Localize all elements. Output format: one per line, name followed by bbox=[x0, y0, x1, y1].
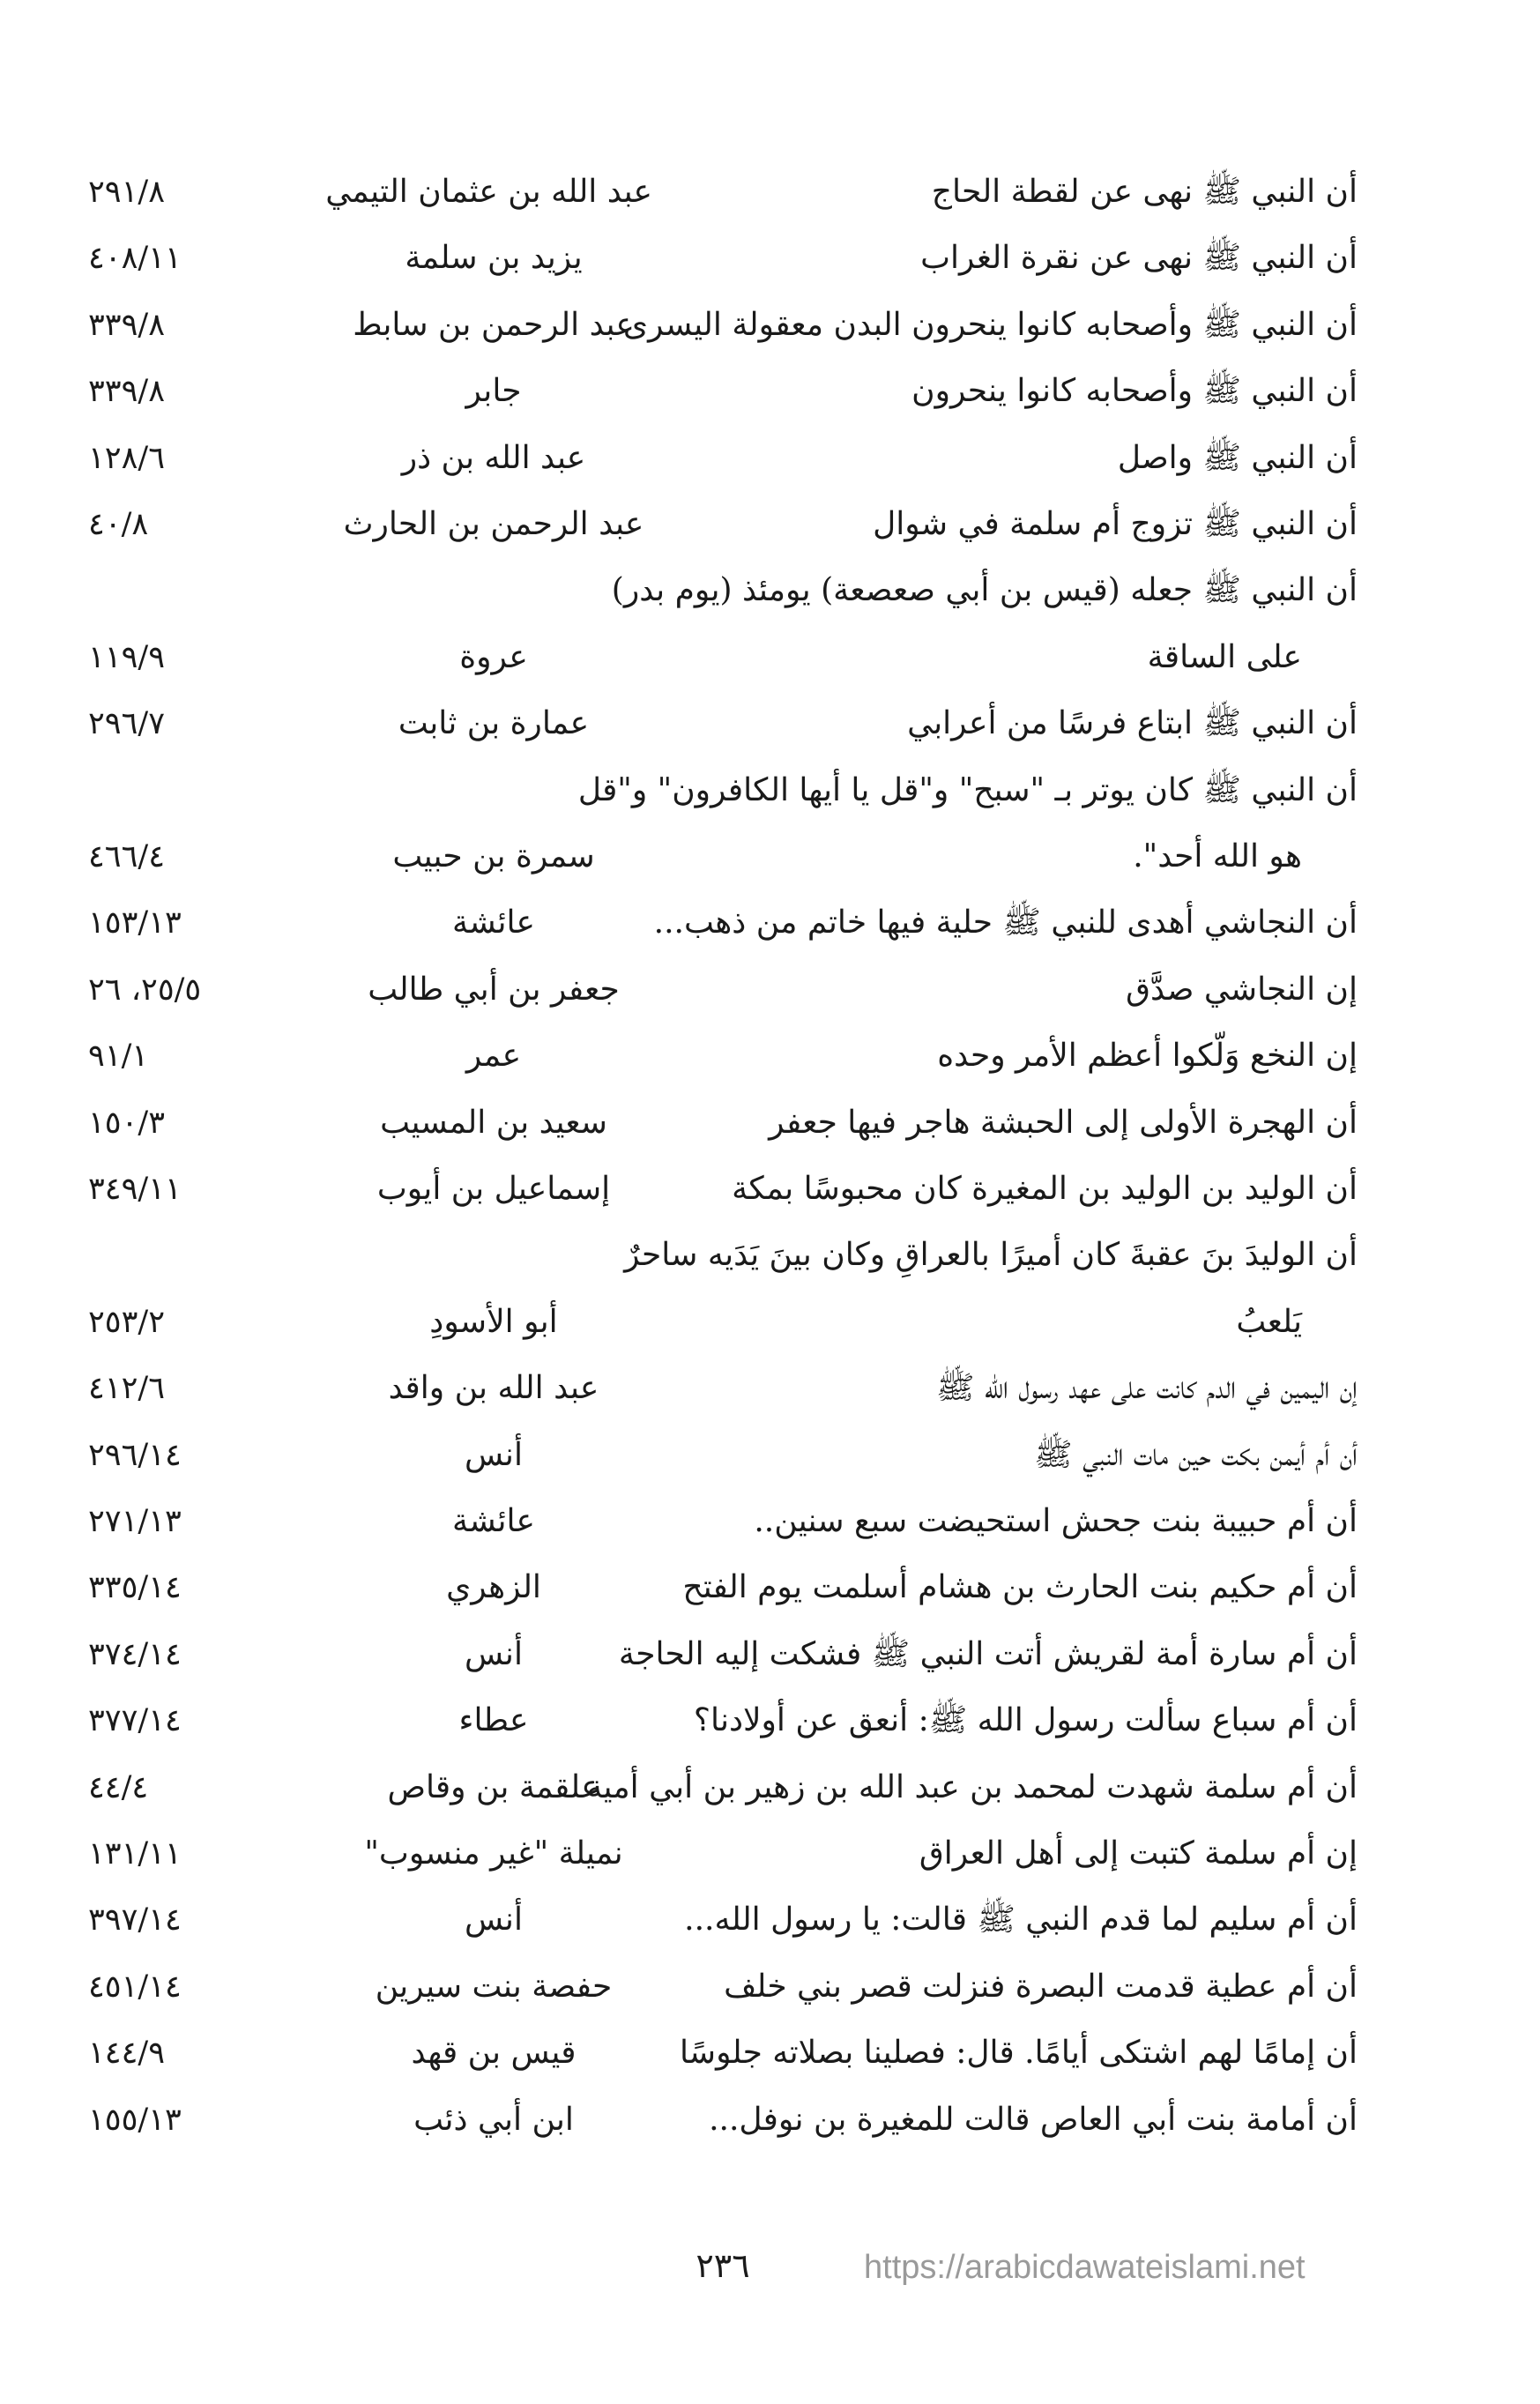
index-entry-narrator: يزيد بن سلمة bbox=[405, 240, 583, 277]
index-entry-reference: ٣٣٩/٨ bbox=[88, 374, 165, 410]
index-entry-reference: ١٣١/١١ bbox=[88, 1836, 182, 1872]
index-entry-reference: ٢٩١/٨ bbox=[88, 175, 165, 210]
index-entry-hadith: أن النجاشي أهدى للنبي ﷺ حلية فيها خاتم من ذهب... bbox=[653, 904, 1358, 942]
index-entry-narrator: علقمة بن وقاص bbox=[387, 1768, 600, 1805]
index-entry-reference: ٢٧١/١٣ bbox=[88, 1504, 182, 1539]
index-entry-narrator: عائشة bbox=[452, 904, 535, 942]
index-entry-reference: ٤٠/٨ bbox=[88, 507, 149, 542]
index-entry-hadith: أن أم حبيبة بنت جحش استحيضت سبع سنين.. bbox=[754, 1503, 1358, 1539]
index-entry-reference: ٣٣٥/١٤ bbox=[88, 1570, 182, 1606]
index-entry-narrator: عبد الله بن واقد bbox=[388, 1370, 599, 1407]
index-entry-hadith: أن إمامًا لهم اشتكى أيامًا. قال: فصلينا بصلاته جلوسًا bbox=[679, 2035, 1358, 2072]
index-entry-narrator: إسماعيل بن أيوب bbox=[376, 1171, 611, 1207]
index-entry-hadith: أن الوليدَ بنَ عقبةَ كان أميرًا بالعراقِ وكان بينَ يَدَيه ساحرٌ bbox=[624, 1237, 1358, 1274]
index-entry-hadith: أن النبي ﷺ كان يوتر بـ "سبح" و"قل يا أيها الكافرون" و"قل bbox=[577, 771, 1358, 808]
index-entry-hadith: أن النبي ﷺ جعله (قيس بن أبي صعصعة) يومئذ (يوم بدر) bbox=[611, 572, 1358, 609]
index-entry-reference: ٢٥٣/٢ bbox=[88, 1304, 165, 1340]
index-entry-reference: ١٥٣/١٣ bbox=[88, 905, 182, 942]
page-number: ٢٣٦ bbox=[696, 2246, 750, 2285]
index-entry-reference: ٢٩٦/١٤ bbox=[88, 1437, 182, 1473]
index-entry-reference: ٤٤/٤ bbox=[88, 1769, 149, 1805]
index-entry-narrator: سمرة بن حبيب bbox=[392, 838, 595, 875]
index-entry-narrator: قيس بن قهد bbox=[411, 2035, 577, 2072]
index-entry-hadith: أن أم سارة أمة لقريش أتت النبي ﷺ فشكت إليه الحاجة bbox=[618, 1635, 1358, 1672]
index-entry-hadith: أن النبي ﷺ ابتاع فرسًا من أعرابي bbox=[907, 705, 1358, 742]
index-entry-reference: ٩١/١ bbox=[88, 1038, 149, 1075]
watermark-url: https://arabicdawateislami.net bbox=[864, 2249, 1306, 2286]
index-entry-hadith: أن أم عطية قدمت البصرة فنزلت قصر بني خلف bbox=[724, 1968, 1358, 2005]
index-entry-reference: ٣٩٧/١٤ bbox=[88, 1902, 182, 1939]
index-entry-reference: ١٢٨/٦ bbox=[88, 440, 165, 476]
index-entry-reference: ١١٩/٩ bbox=[88, 639, 165, 675]
index-entry-hadith-continuation: هو الله أحد". bbox=[1133, 838, 1302, 875]
index-entry-narrator: حفصة بنت سيرين bbox=[375, 1968, 613, 2005]
index-entry-reference: ٤٠٨/١١ bbox=[88, 241, 182, 277]
index-entry-reference: ٣٤٩/١١ bbox=[88, 1172, 182, 1207]
index-entry-narrator: عبد الرحمن بن سابط bbox=[353, 306, 635, 343]
index-entry-narrator: عمر bbox=[465, 1038, 522, 1075]
index-entry-hadith: أن أم حكيم بنت الحارث بن هشام أسلمت يوم الفتح bbox=[682, 1569, 1358, 1606]
index-entry-reference: ٤٥١/١٤ bbox=[88, 1969, 182, 2005]
index-entry-narrator: عطاء bbox=[458, 1702, 529, 1739]
index-entry-hadith: أن أم سباع سألت رسول الله ﷺ: أنعق عن أولادنا؟ bbox=[693, 1702, 1358, 1739]
index-entry-reference: ٢٥/٥، ٢٦ bbox=[88, 971, 202, 1008]
index-entry-narrator: عبد الله بن عثمان التيمي bbox=[325, 174, 652, 210]
index-entry-reference: ٣٧٧/١٤ bbox=[88, 1703, 182, 1739]
index-entry-reference: ٣٧٤/١٤ bbox=[88, 1636, 182, 1672]
index-entry-narrator: عبد الرحمن بن الحارث bbox=[343, 506, 644, 542]
index-entry-narrator: عائشة bbox=[452, 1503, 535, 1539]
index-entry-hadith: أن النبي ﷺ واصل bbox=[1117, 439, 1358, 476]
index-entry-hadith: أن النبي ﷺ نهى عن لقطة الحاج bbox=[931, 174, 1358, 210]
index-entry-narrator: أنس bbox=[465, 1902, 523, 1939]
index-entry-hadith: إن النجاشي صدَّق bbox=[1126, 971, 1358, 1008]
index-entry-reference: ٢٩٦/٧ bbox=[88, 706, 165, 742]
index-entry-hadith: أن أمامة بنت أبي العاص قالت للمغيرة بن نوفل... bbox=[709, 2101, 1358, 2138]
index-entry-narrator: سعيد بن المسيب bbox=[380, 1104, 607, 1141]
index-entry-hadith: إن أم سلمة كتبت إلى أهل العراق bbox=[919, 1835, 1358, 1872]
index-entry-hadith: أن أم سلمة شهدت لمحمد بن عبد الله بن زهير بن أبي أمية bbox=[586, 1768, 1358, 1805]
index-entry-narrator: جعفر بن أبي طالب bbox=[368, 971, 620, 1008]
index-entry-narrator: نميلة "غير منسوب" bbox=[364, 1835, 623, 1872]
index-entry-hadith: أن النبي ﷺ نهى عن نقرة الغراب bbox=[920, 240, 1358, 277]
index-entry-reference: ١٥٥/١٣ bbox=[88, 2102, 182, 2138]
index-entry-narrator: عروة bbox=[459, 638, 528, 675]
index-entry-narrator: أبو الأسودِ bbox=[429, 1303, 558, 1340]
index-entry-hadith: أن النبي ﷺ تزوج أم سلمة في شوال bbox=[873, 506, 1358, 542]
index-entry-hadith-continuation: على الساقة bbox=[1147, 638, 1302, 675]
index-entry-narrator: الزهري bbox=[446, 1569, 541, 1606]
index-entry-hadith: أن الهجرة الأولى إلى الحبشة هاجر فيها جعفر bbox=[769, 1104, 1358, 1141]
index-entry-hadith: إن النخع وَلّكوا أعظم الأمر وحده bbox=[937, 1038, 1358, 1075]
index-entry-reference: ١٤٤/٩ bbox=[88, 2036, 165, 2072]
index-entry-hadith: إن اليمين في الدم كانت على عهد رسول الله ﷺ bbox=[935, 1370, 1358, 1407]
index-entry-narrator: ابن أبي ذئب bbox=[413, 2101, 574, 2138]
index-entry-reference: ٣٣٩/٨ bbox=[88, 307, 165, 343]
index-entry-narrator: جابر bbox=[465, 373, 522, 410]
index-entry-hadith-continuation: يَلعبُ bbox=[1236, 1303, 1302, 1340]
index-entry-narrator: أنس bbox=[465, 1635, 523, 1672]
index-entry-hadith: أن أم أيمن بكت حين مات النبي ﷺ bbox=[1034, 1436, 1358, 1473]
index-entry-hadith: أن الوليد بن الوليد بن المغيرة كان محبوسًا بمكة bbox=[732, 1171, 1358, 1207]
index-entry-reference: ١٥٠/٣ bbox=[88, 1105, 165, 1141]
index-entry-hadith: أن أم سليم لما قدم النبي ﷺ قالت: يا رسول الله... bbox=[684, 1902, 1358, 1939]
index-entry-hadith: أن النبي ﷺ وأصحابه كانوا ينحرون البدن معقولة اليسرى bbox=[622, 306, 1358, 343]
index-entry-narrator: أنس bbox=[465, 1436, 523, 1473]
index-entry-reference: ٤٦٦/٤ bbox=[88, 839, 165, 875]
index-entry-hadith: أن النبي ﷺ وأصحابه كانوا ينحرون bbox=[911, 373, 1358, 410]
index-entry-narrator: عبد الله بن ذر bbox=[401, 439, 586, 476]
index-entry-narrator: عمارة بن ثابت bbox=[398, 705, 590, 742]
index-entry-reference: ٤١٢/٦ bbox=[88, 1371, 165, 1407]
